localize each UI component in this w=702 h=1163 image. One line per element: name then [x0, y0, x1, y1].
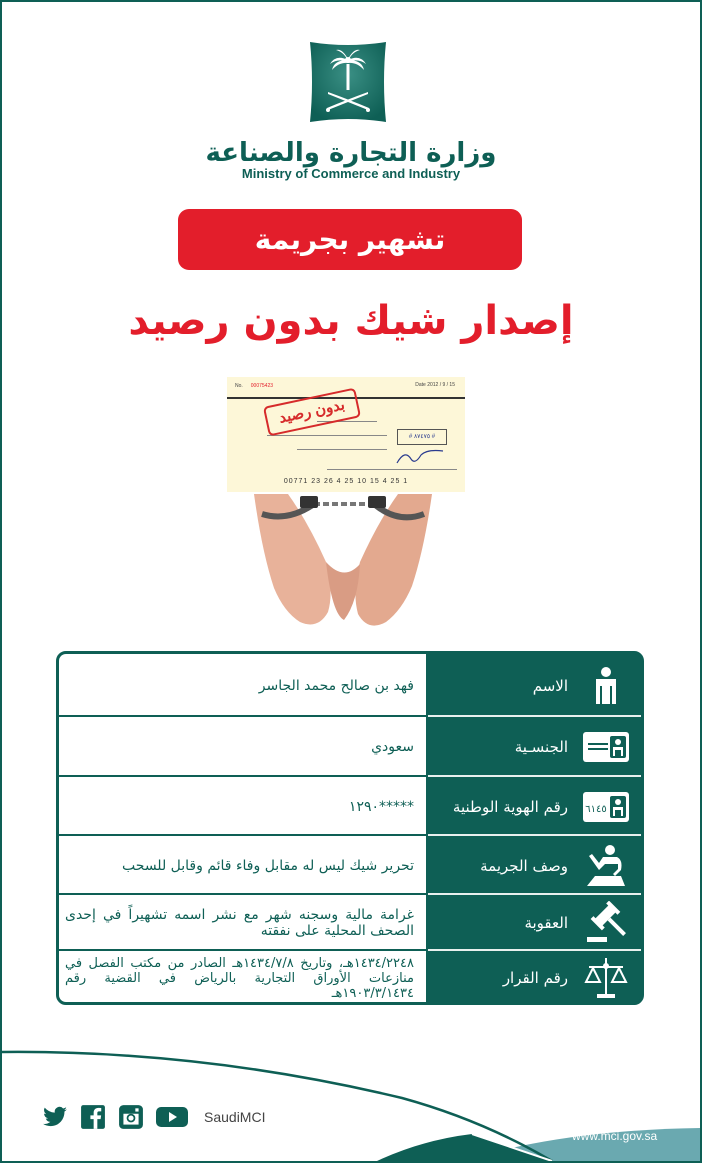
facebook-icon[interactable] [80, 1104, 106, 1130]
cheque-line [267, 435, 387, 436]
youtube-icon[interactable] [156, 1104, 188, 1130]
cheque-amount-box: # ٨٧٤٧٥ # [397, 429, 447, 445]
column-divider [426, 951, 428, 1005]
ministry-emblem-icon [306, 40, 390, 124]
signature-icon [395, 445, 445, 467]
ministry-name-english: Ministry of Commerce and Industry [241, 166, 461, 181]
national-id-label: رقم الهوية الوطنية [428, 777, 641, 836]
crime-description-label: وصف الجريمة [428, 836, 641, 895]
national-id-value: *****١٢٩٠ [59, 777, 428, 836]
cheque-micr-line: 00771 23 26 4 25 10 15 4 25 1 [283, 478, 409, 485]
scales-icon [581, 956, 631, 1000]
column-divider [426, 895, 428, 951]
cheque-number: No. 00075423 [235, 383, 274, 389]
decision-number-label: رقم القرار [428, 951, 641, 1005]
table-row-decision-number [59, 951, 641, 1005]
table-row-name [59, 654, 641, 717]
table-row-nationality [59, 717, 641, 777]
ministry-name-arabic: وزارة التجارة والصناعة [205, 138, 497, 168]
crime-headline: إصدار شيك بدون رصيد [128, 298, 574, 344]
penalty-value: غرامة مالية وسجنه شهر مع نشر اسمه تشهيراً في إحدى الصحف المحلية على نفقته [59, 895, 428, 951]
name-value: فهد بن صالح محمد الجاسر [59, 654, 428, 717]
gavel-icon [581, 901, 631, 945]
person-icon [581, 664, 631, 708]
national-id-icon [581, 785, 631, 829]
svg-text:٦١٤٥: ٦١٤٥ [585, 803, 607, 815]
id-card-icon [581, 725, 631, 769]
name-label: الاسم [428, 654, 641, 717]
column-divider [426, 717, 428, 777]
crime-description-value: تحرير شيك ليس له مقابل وفاء قائم وقابل للسحب [59, 836, 428, 895]
cheque-line [327, 469, 457, 470]
handcuffed-hands-image [248, 492, 438, 637]
defamation-banner: تشهير بجريمة [178, 209, 522, 270]
column-divider [426, 836, 428, 895]
table-row-penalty [59, 895, 641, 951]
social-handle: SaudiMCI [204, 1109, 266, 1125]
instagram-icon[interactable] [118, 1104, 144, 1130]
penalty-label: العقوبة [428, 895, 641, 951]
website-url[interactable]: www.mci.gov.sa [572, 1129, 658, 1143]
bounced-cheque-image [227, 377, 465, 492]
column-divider [426, 777, 428, 836]
cheque-date: Date 2012 / 9 / 15 [415, 382, 455, 388]
insufficient-funds-stamp: بدون رصيد [263, 388, 361, 437]
twitter-icon[interactable] [42, 1104, 68, 1130]
decision-number-value: ١٤٣٤/٢٢٤٨هـ، وتاريخ ١٤٣٤/٧/٨هـ الصادر من مكتب الفصل في منازعات الأوراق التجارية بالرياض في القضية رقم ١٩٠٣/٣/١٤٣٤هـ [59, 951, 428, 1005]
table-row-national-id [59, 777, 641, 836]
cheque-line [297, 449, 387, 450]
social-links [42, 1104, 265, 1130]
column-divider [426, 654, 428, 717]
person-at-desk-icon [581, 844, 631, 888]
offender-details-table [56, 651, 644, 1005]
nationality-value: سعودي [59, 717, 428, 777]
nationality-label: الجنسـية [428, 717, 641, 777]
table-row-crime-description [59, 836, 641, 895]
